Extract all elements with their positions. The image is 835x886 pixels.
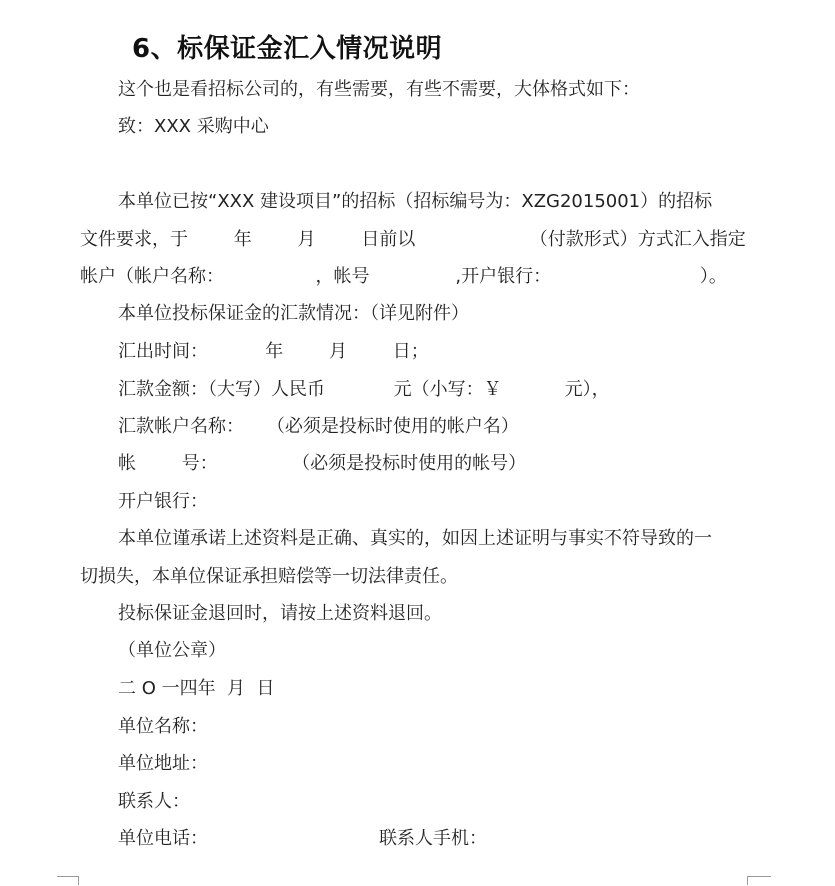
company-seal-label: （单位公章） (118, 640, 226, 661)
bank-line: 开户银行： (118, 491, 208, 512)
paragraph-1-line-1: 本单位已按“XXX 建设项目”的招标（招标编号为：XZG2015001）的招标 (118, 191, 713, 212)
crop-mark-bottom-right-vertical (747, 876, 749, 885)
section-heading: 6、标保证金汇入情况说明 (132, 34, 443, 64)
remittance-intro: 本单位投标保证金的汇款情况：（详见附件） (118, 303, 469, 324)
remittance-time: 汇出时间： 年 月 日； (118, 341, 429, 362)
recipient-line: 致：XXX 采购中心 (118, 116, 269, 137)
commitment-line-1: 本单位谨承诺上述资料是正确、真实的，如因上述证明与事实不符导致的一 (118, 528, 712, 549)
contact-mobile-label: 联系人手机： (379, 828, 487, 849)
commitment-line-2: 切损失，本单位保证承担赔偿等一切法律责任。 (80, 566, 458, 587)
refund-line: 投标保证金退回时，请按上述资料退回。 (118, 603, 442, 624)
intro-line: 这个也是看招标公司的，有些需要，有些不需要，大体格式如下： (118, 79, 640, 100)
unit-name-label: 单位名称： (118, 716, 208, 737)
paragraph-1-line-2: 文件要求，于 年 月 日前以 （付款形式）方式汇入指定 (80, 229, 746, 250)
contact-person-label: 联系人： (118, 791, 190, 812)
unit-phone-label: 单位电话： (118, 828, 208, 849)
paragraph-1-line-3: 帐户（帐户名称： ，帐号 ,开户银行： ）。 (80, 266, 727, 287)
crop-mark-bottom-left-vertical (78, 876, 80, 885)
remittance-amount: 汇款金额：（大写）人民币 元（小写：￥ 元）， (118, 379, 610, 400)
date-line: 二 O 一四年 月 日 (118, 678, 275, 699)
remittance-account-name: 汇款帐户名称： （必须是投标时使用的帐户名） (118, 416, 519, 437)
unit-address-label: 单位地址： (118, 753, 208, 774)
remittance-account-number: 帐 号： （必须是投标时使用的帐号） (118, 453, 527, 474)
